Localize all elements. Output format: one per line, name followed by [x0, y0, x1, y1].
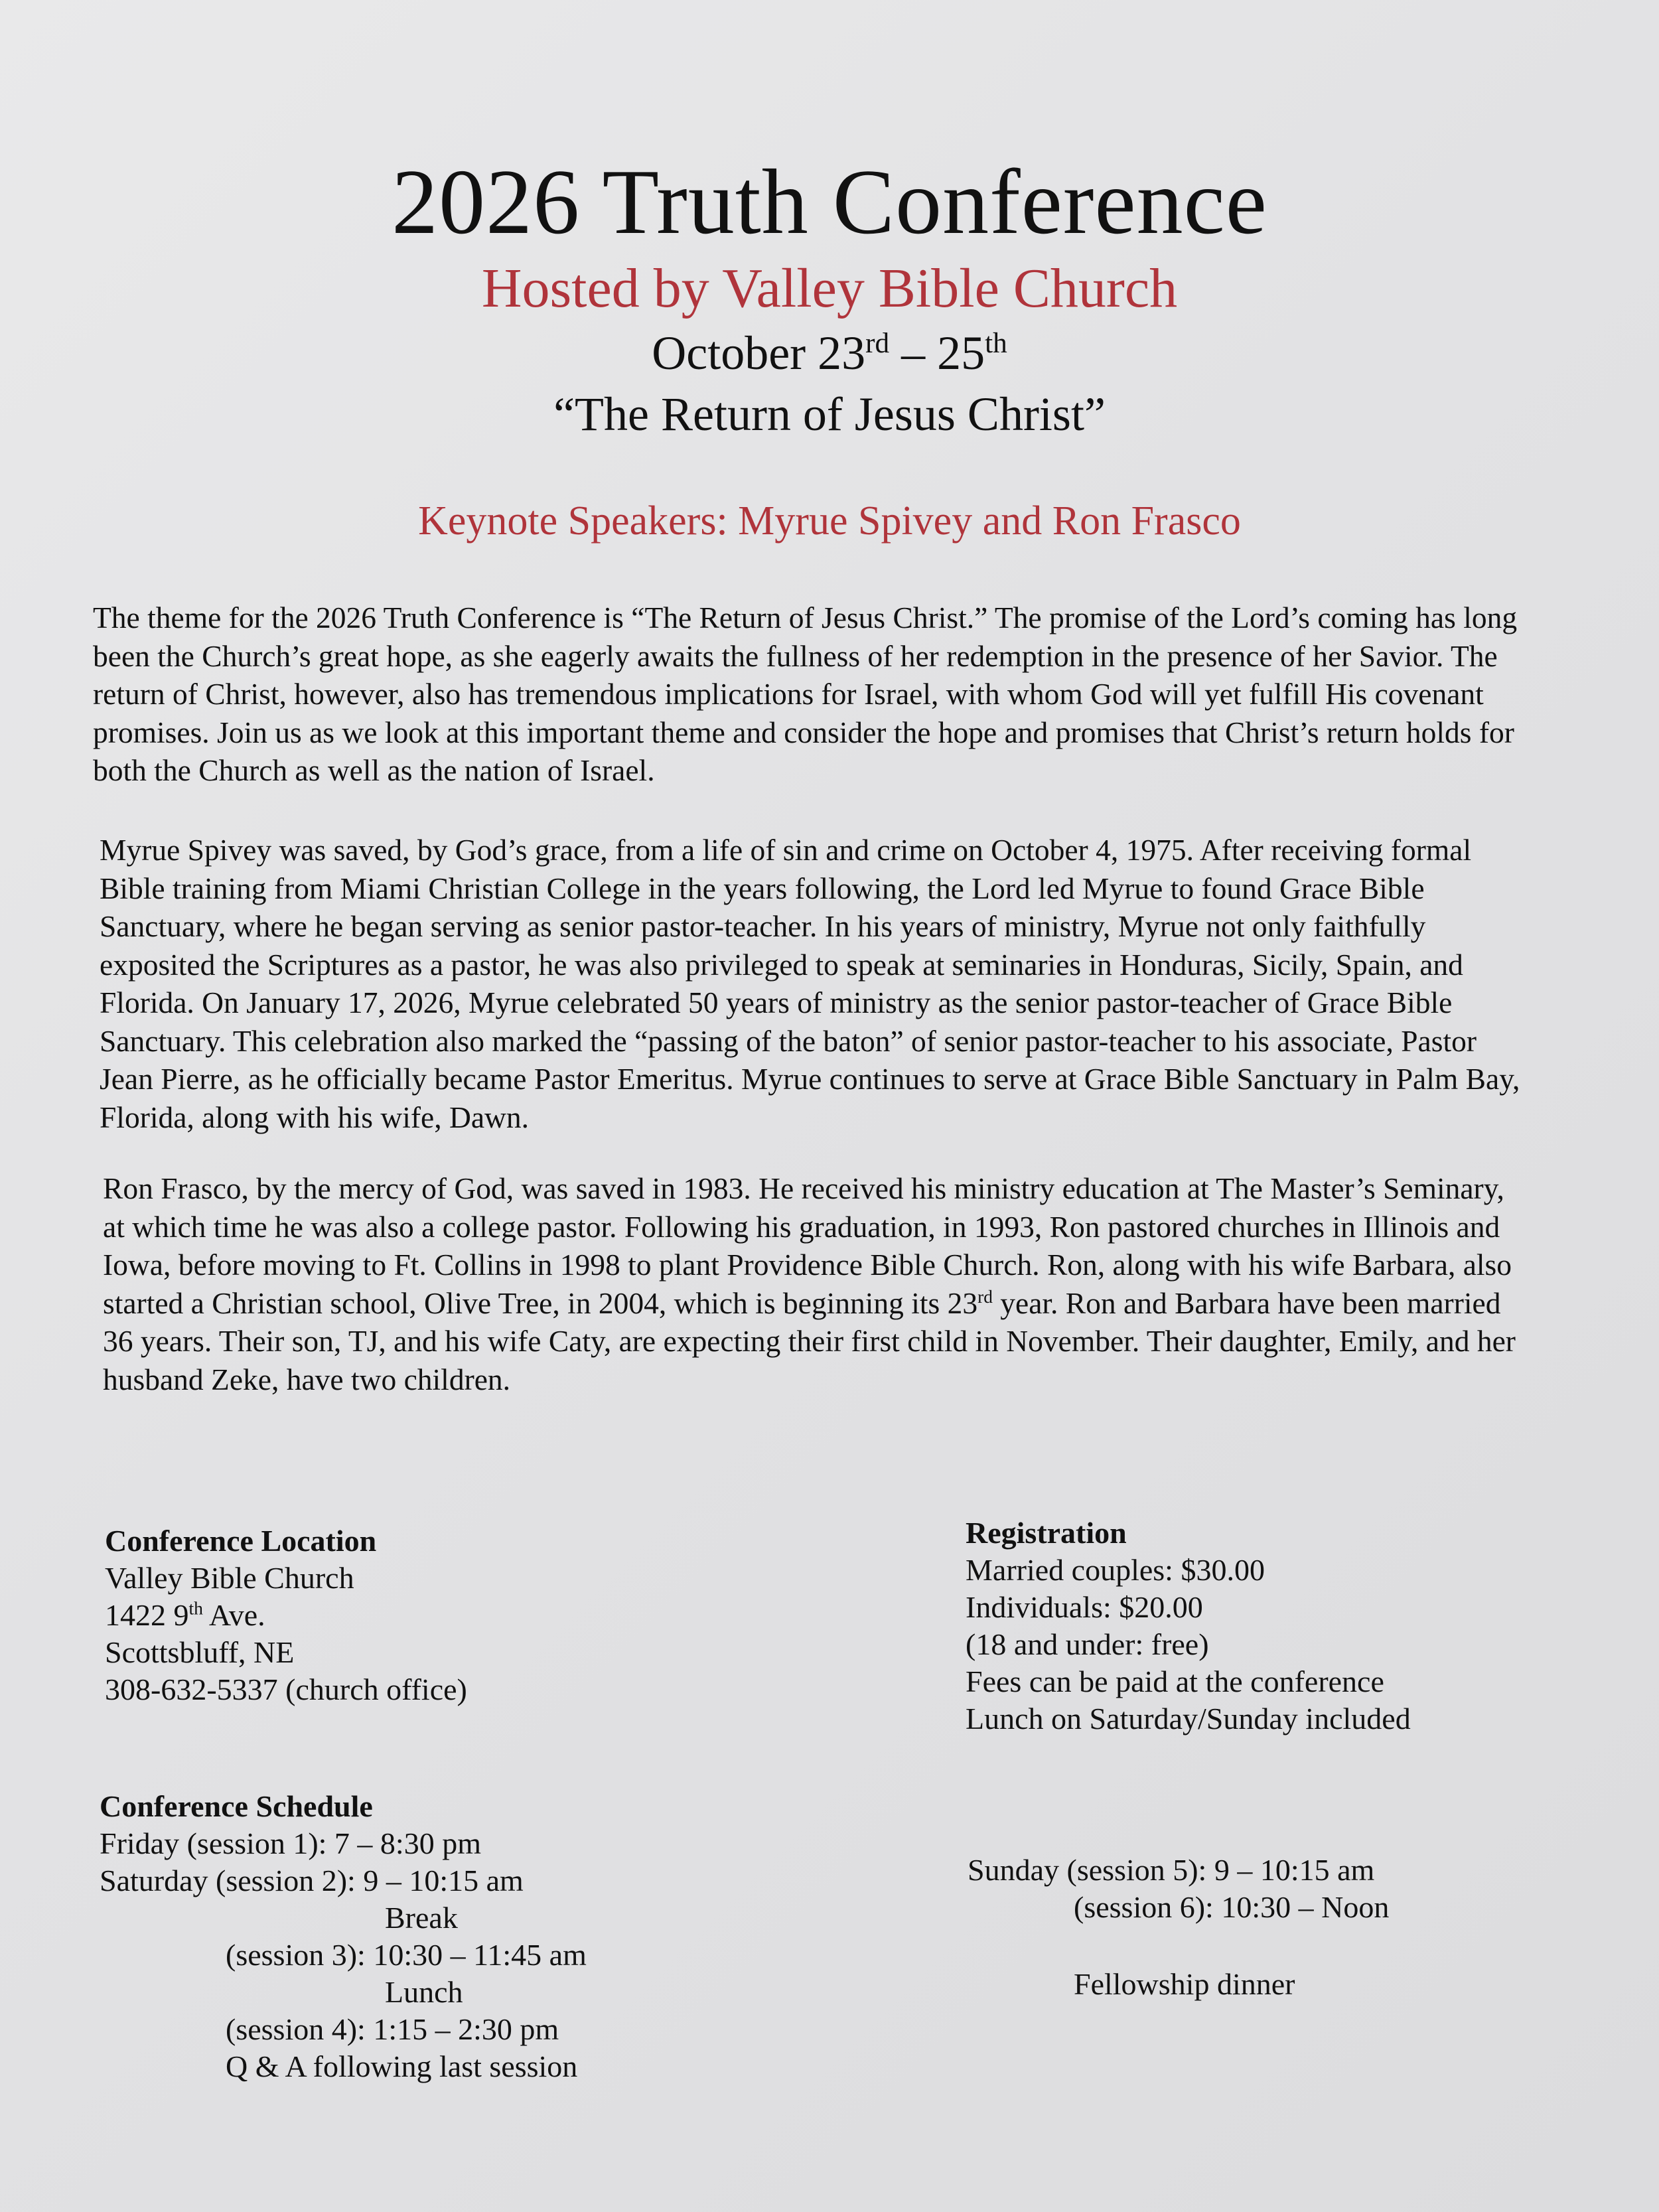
schedule-lunch: Lunch	[385, 1975, 463, 2009]
location-phone: 308-632-5337 (church office)	[105, 1672, 467, 1706]
schedule-session-3: (session 3): 10:30 – 11:45 am	[226, 1938, 587, 1972]
conference-theme: “The Return of Jesus Christ”	[553, 388, 1106, 441]
registration	[966, 1514, 1411, 1737]
intro-paragraph: The theme for the 2026 Truth Conference is “The Return of Jesus Christ.” The promise of the Lord’s coming has long been the Church’s great hope, as she eagerly awaits the fullness of her redemption in the presence of her Savior. The return of Christ, however, also has tremendous implications for Israel, with whom God will yet fulfill His covenant promises. Join us as we look at this important theme and consider the hope and promises that Christ’s return holds for both the Church as well as the nation of Israel.	[93, 601, 1518, 787]
schedule-qa: Q & A following last session	[226, 2049, 578, 2083]
schedule-dinner: Fellowship dinner	[1074, 1967, 1295, 2001]
registration-line: Lunch on Saturday/Sunday included	[966, 1702, 1411, 1735]
spacer	[968, 1926, 1389, 1966]
location-heading: Conference Location	[105, 1524, 377, 1558]
sunday-schedule	[968, 1852, 1389, 2003]
spivey-bio-paragraph: Myrue Spivey was saved, by God’s grace, from a life of sin and crime on October 4, 1975. After receiving formal Bible training from Miami Christian College in the years following, the Lord led Myrue to found Grace Bible Sanctuary, where he began serving as senior pastor-teacher. In his years of ministry, Myrue not only faithfully exposited the Scriptures as a pastor, he was also privileged to speak at seminaries in Honduras, Sicily, Spain, and Florida. On January 17, 2026, Myrue celebrated 50 years of ministry as the senior pastor-teacher of Grace Bible Sanctuary. This celebration also marked the “passing of the baton” of senior pastor-teacher to his associate, Pastor Jean Pierre, as he officially became Pastor Emeritus. Myrue continues to serve at Grace Bible Sanctuary in Palm Bay, Florida, along with his wife, Dawn.	[100, 833, 1520, 1134]
registration-line: Individuals: $20.00	[966, 1590, 1203, 1624]
schedule-break: Break	[385, 1901, 458, 1935]
location-address: 1422 9th Ave.	[105, 1597, 265, 1632]
schedule-sunday: Sunday (session 5): 9 – 10:15 am	[968, 1853, 1375, 1887]
conference-schedule	[100, 1788, 587, 2085]
registration-line: Married couples: $30.00	[966, 1553, 1265, 1587]
page-title: 2026 Truth Conference	[392, 151, 1267, 254]
keynote-speakers: Keynote Speakers: Myrue Spivey and Ron Frasco	[418, 498, 1241, 544]
schedule-session-6: (session 6): 10:30 – Noon	[1074, 1890, 1390, 1924]
conference-dates: October 23rd – 25th	[652, 327, 1007, 380]
registration-line: Fees can be paid at the conference	[966, 1664, 1384, 1698]
schedule-saturday: Saturday (session 2): 9 – 10:15 am	[100, 1864, 524, 1897]
registration-line: (18 and under: free)	[966, 1627, 1209, 1661]
location-name: Valley Bible Church	[105, 1561, 354, 1595]
conference-location	[105, 1522, 467, 1708]
host-line: Hosted by Valley Bible Church	[481, 258, 1178, 319]
schedule-session-4: (session 4): 1:15 – 2:30 pm	[226, 2012, 559, 2046]
location-city: Scottsbluff, NE	[105, 1635, 295, 1669]
schedule-heading: Conference Schedule	[100, 1789, 373, 1823]
frasco-bio-paragraph: Ron Frasco, by the mercy of God, was saved in 1983. He received his ministry education at The Master’s Seminary, at which time he was also a college pastor. Following his graduation, in 1993, Ron pastored churches in Illinois and Iowa, before moving to Ft. Collins in 1998 to plant Providence Bible Church. Ron, along with his wife Barbara, also started a Christian school, Olive Tree, in 2004, which is beginning its 23rd year. Ron and Barbara have been married 36 years. Their son, TJ, and his wife Caty, are expecting their first child in November. Their daughter, Emily, and her husband Zeke, have two children.	[103, 1171, 1516, 1396]
registration-heading: Registration	[966, 1516, 1127, 1550]
schedule-friday: Friday (session 1): 7 – 8:30 pm	[100, 1826, 481, 1860]
